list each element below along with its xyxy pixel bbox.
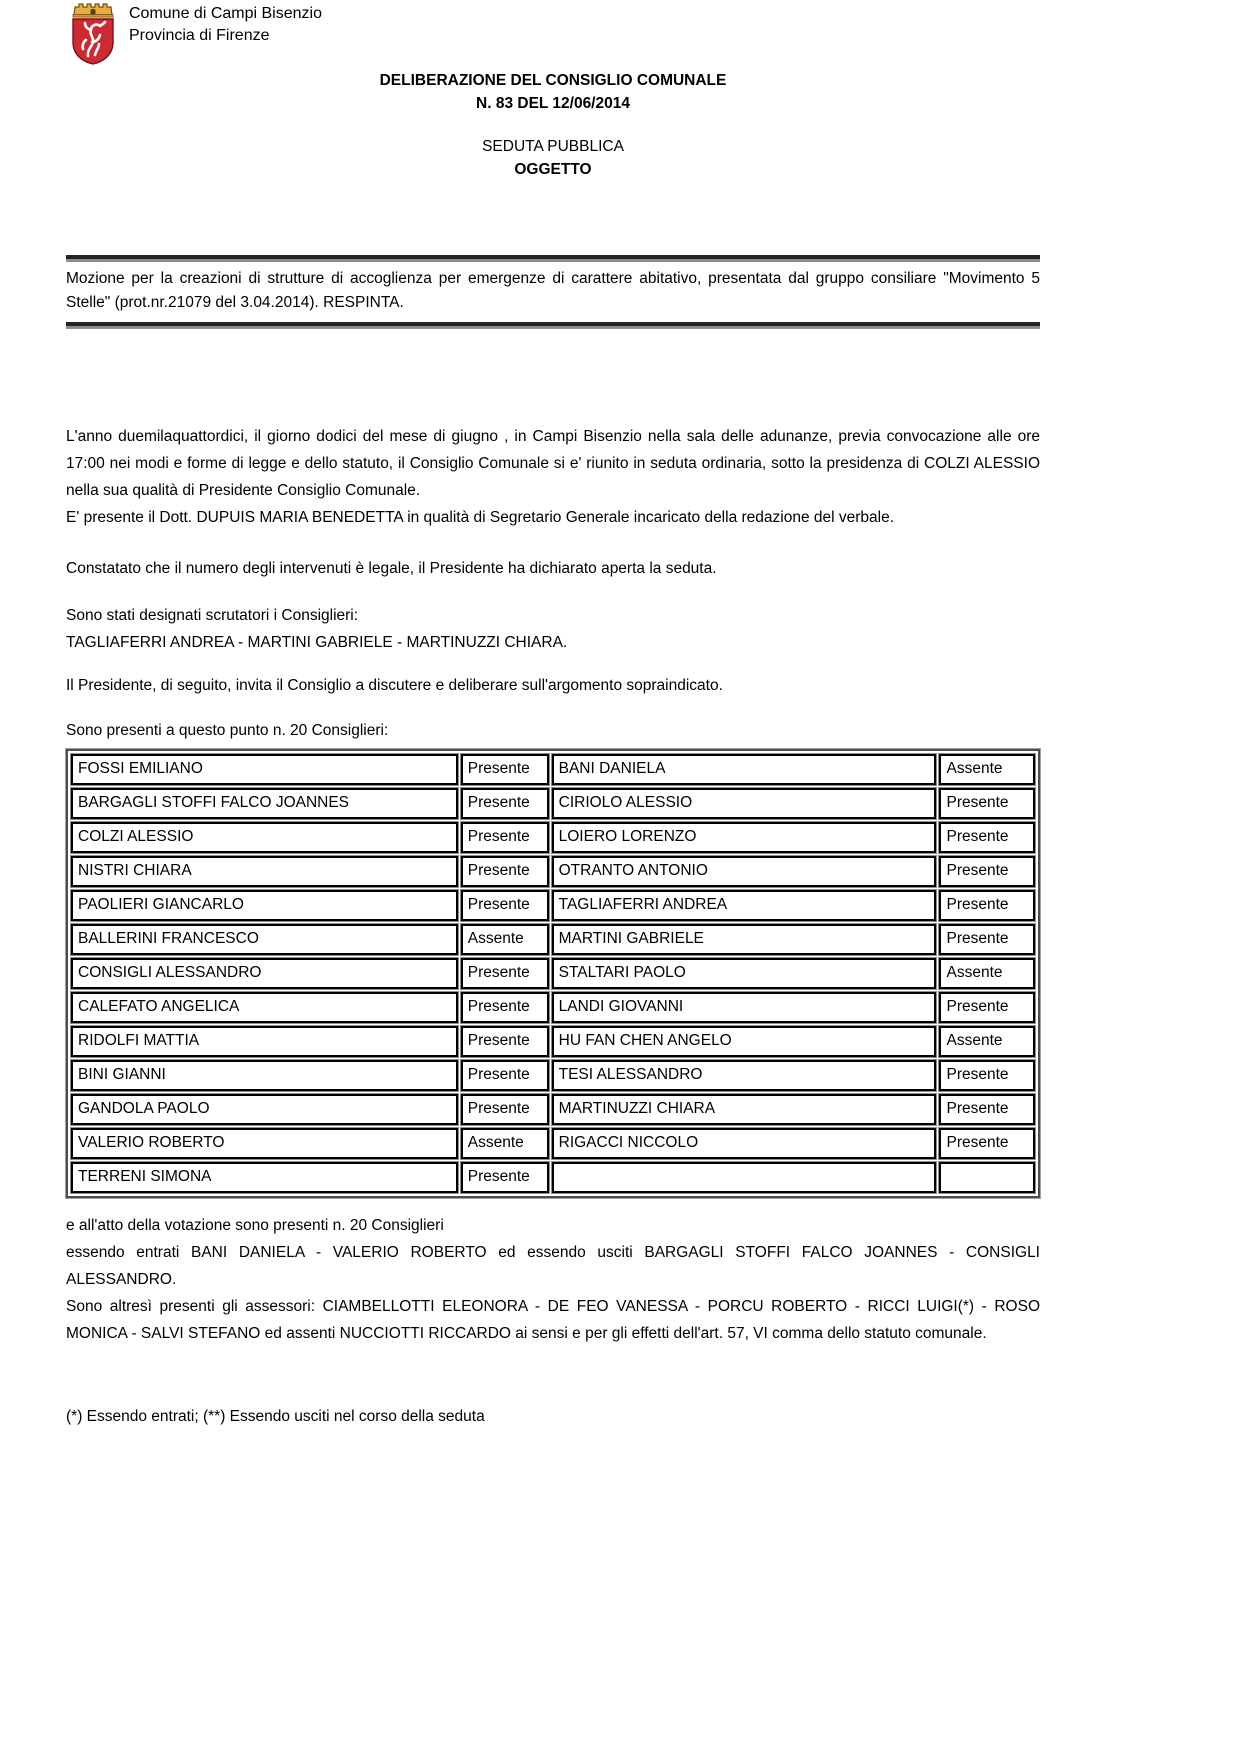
object-text: Mozione per la creazioni di strutture di accoglienza per emergenze di carattere abitativo, presentata dal gruppo consiliare "Movimento 5 Stelle" (prot.nr.21079 del 3.04.2014). RESPINTA. — [66, 270, 1040, 311]
president-invite-line: Il Presidente, di seguito, invita il Consiglio a discutere e deliberare sull'argomento sopraindicato. — [66, 677, 723, 694]
councilor-name-cell: TERRENI SIMONA — [71, 1162, 458, 1193]
status-cell: Presente — [939, 992, 1035, 1023]
object-label: OGGETTO — [514, 161, 592, 178]
status-cell: Assente — [461, 1128, 549, 1159]
deliberation-title: DELIBERAZIONE DEL CONSIGLIO COMUNALE — [379, 72, 727, 89]
session-opening-text: L'anno duemilaquattordici, il giorno dodici del mese di giugno , in Campi Bisenzio nella sala delle adunanze, previa convocazione alle ore 17:00 nei modi e forme di legge e dello statuto, il Consiglio Comunale si e' riunito in seduta ordinaria, sotto la presidenza di COLZI ALESSIO nella sua qualità di Presidente Consiglio Comunale. — [66, 428, 1040, 499]
status-cell: Presente — [461, 822, 549, 853]
entered-exited-line: essendo entrati BANI DANIELA - VALERIO ROBERTO ed essendo usciti BARGAGLI STOFFI FALCO JOANNES - CONSIGLI ALESSANDRO. — [66, 1244, 1040, 1288]
divider-bottom — [66, 322, 1040, 329]
councilor-name-cell: GANDOLA PAOLO — [71, 1094, 458, 1125]
quorum-line: Constatato che il numero degli intervenuti è legale, il Presidente ha dichiarato aperta la seduta. — [66, 560, 717, 577]
status-cell: Assente — [939, 1026, 1035, 1057]
councilor-name-cell: LANDI GIOVANNI — [552, 992, 937, 1023]
councilor-name-cell: CALEFATO ANGELICA — [71, 992, 458, 1023]
status-cell: Presente — [461, 958, 549, 989]
councilor-name-cell: BARGAGLI STOFFI FALCO JOANNES — [71, 788, 458, 819]
status-cell — [939, 1162, 1035, 1193]
councilor-name-cell: RIGACCI NICCOLO — [552, 1128, 937, 1159]
status-cell: Presente — [939, 924, 1035, 955]
table-row — [71, 958, 1035, 989]
councilor-name-cell: CONSIGLI ALESSANDRO — [71, 958, 458, 989]
councilor-name-cell: RIDOLFI MATTIA — [71, 1026, 458, 1057]
votation-present-line: e all'atto della votazione sono presenti n. 20 Consiglieri — [66, 1217, 444, 1234]
scrutineers-intro: Sono stati designati scrutatori i Consiglieri: — [66, 607, 359, 624]
secretary-line: E' presente il Dott. DUPUIS MARIA BENEDETTA in qualità di Segretario Generale incaricato della redazione del verbale. — [66, 509, 895, 526]
status-cell: Presente — [461, 1162, 549, 1193]
councilor-name-cell: BALLERINI FRANCESCO — [71, 924, 458, 955]
status-cell: Presente — [461, 1094, 549, 1125]
councilor-name-cell: VALERIO ROBERTO — [71, 1128, 458, 1159]
table-row — [71, 822, 1035, 853]
councilor-name-cell: BINI GIANNI — [71, 1060, 458, 1091]
councilor-name-cell — [552, 1162, 937, 1193]
councilor-name-cell: BANI DANIELA — [552, 754, 937, 785]
status-cell: Presente — [939, 788, 1035, 819]
scrutineers-names: TAGLIAFERRI ANDREA - MARTINI GABRIELE - MARTINUZZI CHIARA. — [66, 634, 568, 651]
assessors-line: Sono altresì presenti gli assessori: CIAMBELLOTTI ELEONORA - DE FEO VANESSA - PORCU ROBERTO - RICCI LUIGI(*) - ROSO MONICA - SALVI STEFANO ed assenti NUCCIOTTI RICCARDO ai sensi e per gli effetti dell'art. 57, VI comma dello statuto comunale. — [66, 1298, 1040, 1342]
councilor-name-cell: COLZI ALESSIO — [71, 822, 458, 853]
councilor-name-cell: TESI ALESSANDRO — [552, 1060, 937, 1091]
status-cell: Presente — [939, 1060, 1035, 1091]
table-row — [71, 890, 1035, 921]
status-cell: Presente — [461, 992, 549, 1023]
councilor-name-cell: FOSSI EMILIANO — [71, 754, 458, 785]
attendance-table — [66, 749, 1040, 1198]
table-row — [71, 1094, 1035, 1125]
session-opening-paragraph — [66, 423, 1040, 504]
status-cell: Assente — [461, 924, 549, 955]
table-row — [71, 754, 1035, 785]
councilor-name-cell: LOIERO LORENZO — [552, 822, 937, 853]
councilor-name-cell: OTRANTO ANTONIO — [552, 856, 937, 887]
table-row — [71, 1128, 1035, 1159]
session-type: SEDUTA PUBBLICA — [482, 138, 624, 155]
councilor-name-cell: STALTARI PAOLO — [552, 958, 937, 989]
table-row — [71, 1026, 1035, 1057]
title-block — [66, 69, 1040, 181]
document-header — [66, 2, 1040, 65]
councilor-name-cell: CIRIOLO ALESSIO — [552, 788, 937, 819]
table-row — [71, 924, 1035, 955]
status-cell: Presente — [939, 1094, 1035, 1125]
councilor-name-cell: NISTRI CHIARA — [71, 856, 458, 887]
status-cell: Assente — [939, 958, 1035, 989]
status-cell: Presente — [461, 788, 549, 819]
status-cell: Assente — [939, 754, 1035, 785]
councilor-name-cell: MARTINI GABRIELE — [552, 924, 937, 955]
status-cell: Presente — [939, 856, 1035, 887]
footnote: (*) Essendo entrati; (**) Essendo usciti nel corso della seduta — [66, 1408, 485, 1425]
coat-of-arms-icon — [66, 2, 120, 65]
status-cell: Presente — [461, 1060, 549, 1091]
councilor-name-cell: PAOLIERI GIANCARLO — [71, 890, 458, 921]
table-row — [71, 856, 1035, 887]
status-cell: Presente — [461, 754, 549, 785]
table-row — [71, 1162, 1035, 1193]
status-cell: Presente — [939, 822, 1035, 853]
present-count-line: Sono presenti a questo punto n. 20 Consiglieri: — [66, 722, 389, 739]
councilor-name-cell: MARTINUZZI CHIARA — [552, 1094, 937, 1125]
status-cell: Presente — [939, 1128, 1035, 1159]
status-cell: Presente — [461, 890, 549, 921]
table-row — [71, 788, 1035, 819]
status-cell: Presente — [939, 890, 1035, 921]
status-cell: Presente — [461, 856, 549, 887]
org-name: Comune di Campi Bisenzio — [129, 5, 322, 22]
councilor-name-cell: TAGLIAFERRI ANDREA — [552, 890, 937, 921]
org-province: Provincia di Firenze — [129, 27, 270, 44]
deliberation-number: N. 83 DEL 12/06/2014 — [476, 95, 630, 112]
table-row — [71, 992, 1035, 1023]
table-row — [71, 1060, 1035, 1091]
divider-top — [66, 255, 1040, 262]
councilor-name-cell: HU FAN CHEN ANGELO — [552, 1026, 937, 1057]
status-cell: Presente — [461, 1026, 549, 1057]
